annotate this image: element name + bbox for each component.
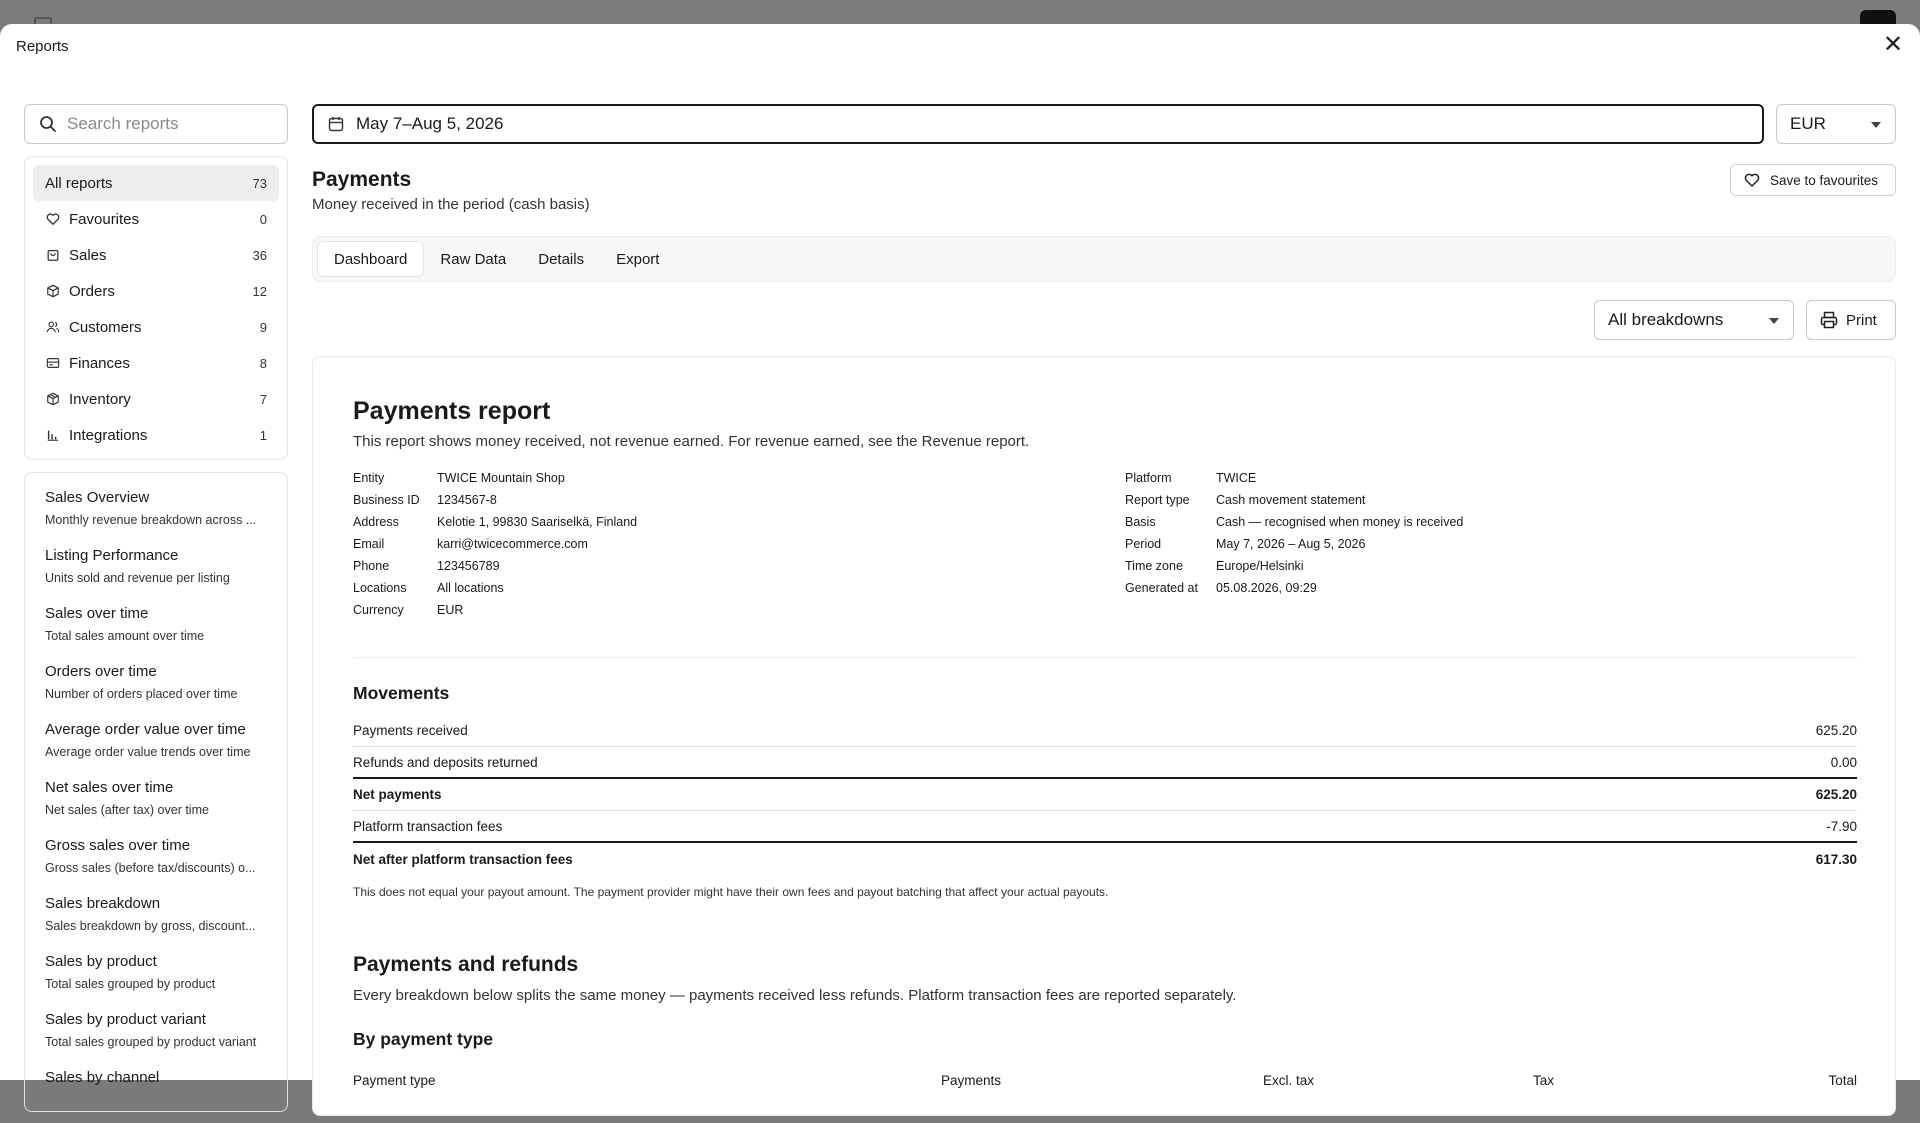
by-payment-type-title: By payment type [353,1029,494,1049]
category-count: 9 [259,319,267,335]
report-document [312,356,1896,1116]
search-box[interactable] [24,104,288,144]
category-inventory[interactable] [33,381,279,417]
category-label: Orders [69,282,115,300]
meta-key: Time zone [1125,559,1183,573]
column-header: Excl. tax [1263,1073,1315,1088]
report-item-title: Gross sales over time [45,837,191,854]
movement-value: 625.20 [1815,723,1857,738]
print-label: Print [1846,311,1877,329]
meta-row [1125,533,1463,555]
category-count: 8 [259,355,267,371]
category-count: 36 [252,247,267,263]
calendar-icon [328,116,344,132]
movement-row [353,811,1857,843]
movement-value: 617.30 [1815,851,1857,867]
meta-key: Basis [1125,515,1156,529]
meta-row [353,467,637,489]
report-item-title: Orders over time [45,663,157,680]
movements-title: Movements [353,683,450,703]
movement-row-total [353,843,1857,875]
meta-value: 05.08.2026, 09:29 [1216,581,1317,595]
meta-value: May 7, 2026 – Aug 5, 2026 [1216,537,1366,551]
report-item-title: Listing Performance [45,547,179,564]
meta-value: Europe/Helsinki [1216,559,1304,573]
movement-label: Net payments [353,787,442,802]
meta-row [353,489,637,511]
payment-type-table-header [353,1073,1857,1097]
meta-row [1125,577,1463,599]
meta-row [353,555,637,577]
report-item-title: Average order value over time [45,721,246,738]
meta-key: Locations [353,581,407,595]
movement-label: Refunds and deposits returned [353,754,538,770]
meta-value: TWICE [1216,471,1257,485]
category-count: 7 [259,391,267,407]
report-item[interactable] [45,775,287,833]
movement-value: 0.00 [1830,754,1857,770]
meta-row [1125,489,1463,511]
meta-value: Cash — recognised when money is received [1216,515,1464,529]
category-sales[interactable] [33,237,279,273]
report-item-description: Total sales grouped by product [45,977,216,991]
category-count: 12 [252,283,267,299]
payments-refunds-description: Every breakdown below splits the same money — payments received less refunds. Platform transaction fees are reported separately. [353,987,1237,1004]
meta-row [1125,467,1463,489]
movement-label: Platform transaction fees [353,818,503,834]
column-header: Payments [941,1073,1002,1088]
meta-value: Kelotie 1, 99830 Saariselkä, Finland [437,515,638,529]
movement-value: 625.20 [1815,787,1857,802]
meta-key: Entity [353,471,385,485]
meta-key: Platform [1125,471,1172,485]
category-count: 73 [252,175,267,191]
report-item[interactable] [45,833,287,891]
report-title: Payments report [353,397,551,425]
report-item[interactable] [45,659,287,717]
report-list [24,472,288,1112]
category-label: Favourites [69,210,140,228]
report-item-title: Sales over time [45,605,149,622]
meta-value: Cash movement statement [1216,493,1366,507]
tab-dashboard[interactable]: Dashboard [317,241,424,277]
report-item-title: Sales Overview [45,489,150,506]
bar-chart-icon [45,427,61,443]
report-item-description: Monthly revenue breakdown across ... [45,513,257,527]
movement-value: -7.90 [1826,818,1857,834]
meta-row [1125,555,1463,577]
meta-key: Address [353,515,399,529]
modal-title: Reports [16,38,69,55]
report-item[interactable] [45,543,287,601]
report-description: This report shows money received, not revenue earned. For revenue earned, see the Revenue report. [353,433,1030,450]
meta-row [353,577,637,599]
tab-raw-data[interactable]: Raw Data [440,250,507,268]
report-item-description: Gross sales (before tax/discounts) o... [45,861,256,875]
meta-key: Email [353,537,385,551]
close-icon[interactable]: ✕ [1882,31,1904,58]
column-header: Payment type [353,1073,436,1088]
currency-value: EUR [1790,114,1826,133]
page-subtitle: Money received in the period (cash basis) [312,196,590,213]
save-to-favourites-button[interactable] [1730,164,1896,196]
report-item-title: Sales by product [45,953,157,970]
category-favourites[interactable] [33,201,279,237]
report-item[interactable] [45,717,287,775]
currency-select[interactable] [1776,104,1896,144]
tab-export[interactable]: Export [616,250,660,268]
shopping-bag-icon [45,247,61,263]
report-meta-right [1125,467,1463,599]
reports-modal [0,24,1920,1088]
column-header: Total [1828,1073,1857,1088]
report-item-title: Sales by product variant [45,1011,206,1028]
movement-row-total [353,779,1857,811]
report-item-description: Net sales (after tax) over time [45,803,209,817]
date-range-picker[interactable] [312,104,1764,144]
category-list [24,156,288,460]
print-button[interactable] [1806,300,1896,340]
meta-row [353,599,637,621]
category-customers[interactable] [33,309,279,345]
report-item-description: Total sales grouped by product variant [45,1035,257,1049]
box-icon [45,391,61,407]
meta-value: All locations [437,581,504,595]
save-to-favourites-label: Save to favourites [1770,172,1879,188]
report-item[interactable] [45,949,287,1007]
meta-key: Phone [353,559,390,573]
category-label: Finances [69,354,130,372]
report-item-title: Sales breakdown [45,895,161,912]
category-count: 1 [259,427,267,443]
movement-label: Net after platform transaction fees [353,851,573,867]
category-label: Inventory [69,390,131,408]
meta-row [353,511,637,533]
category-label: Integrations [69,426,148,444]
heart-icon [45,211,61,227]
report-item-description: Sales breakdown by gross, discount... [45,919,256,933]
background-app-bar [0,0,1920,26]
page-title: Payments [312,168,412,191]
movement-row [353,715,1857,747]
category-integrations[interactable] [33,417,279,453]
category-label: Customers [69,318,142,336]
report-item-description: Total sales amount over time [45,629,205,643]
meta-key: Period [1125,537,1162,551]
report-item-title: Net sales over time [45,779,174,796]
package-icon [45,283,61,299]
category-finances[interactable] [33,345,279,381]
report-item-description: Average order value trends over time [45,745,251,759]
meta-key: Report type [1125,493,1190,507]
report-item[interactable] [45,891,287,949]
report-item-description: Units sold and revenue per listing [45,571,230,585]
users-icon [45,319,61,335]
category-orders[interactable] [33,273,279,309]
date-range-value: May 7–Aug 5, 2026 [356,114,504,133]
category-all-reports[interactable] [33,165,279,201]
movements-note: This does not equal your payout amount. The payment provider might have their own fees and payout batching that affect your actual payouts. [353,885,1109,899]
divider [353,657,1857,658]
payments-refunds-title: Payments and refunds [353,953,579,976]
category-count: 0 [259,211,267,227]
report-meta-left [353,467,637,621]
tab-bar [312,236,1896,282]
meta-value: 123456789 [437,559,500,573]
meta-row [1125,511,1463,533]
meta-value: TWICE Mountain Shop [437,471,565,485]
meta-value: 1234567-8 [437,493,497,507]
chevron-down-icon [1871,122,1881,128]
report-item-description: Number of orders placed over time [45,687,238,701]
tab-details[interactable]: Details [538,250,585,268]
category-label: All reports [45,174,113,192]
chevron-down-icon [1769,318,1779,324]
banknote-icon [45,355,61,371]
movement-label: Payments received [353,723,468,738]
report-item[interactable] [45,1065,287,1123]
report-item[interactable] [45,1007,287,1065]
meta-key: Business ID [353,493,420,507]
report-item[interactable] [45,485,287,543]
meta-value: karri@twicecommerce.com [437,537,588,551]
heart-icon [1744,172,1760,188]
search-icon [39,115,57,133]
breakdown-select[interactable] [1594,300,1794,340]
search-input[interactable] [67,114,267,134]
printer-icon [1820,311,1838,329]
meta-key: Generated at [1125,581,1198,595]
report-item[interactable] [45,601,287,659]
breakdown-value: All breakdowns [1608,310,1724,329]
column-header: Tax [1533,1073,1555,1088]
meta-row [353,533,637,555]
meta-key: Currency [353,603,404,617]
movement-row [353,747,1857,779]
report-item-title: Sales by channel [45,1069,160,1086]
category-label: Sales [69,246,107,264]
meta-value: EUR [437,603,464,617]
